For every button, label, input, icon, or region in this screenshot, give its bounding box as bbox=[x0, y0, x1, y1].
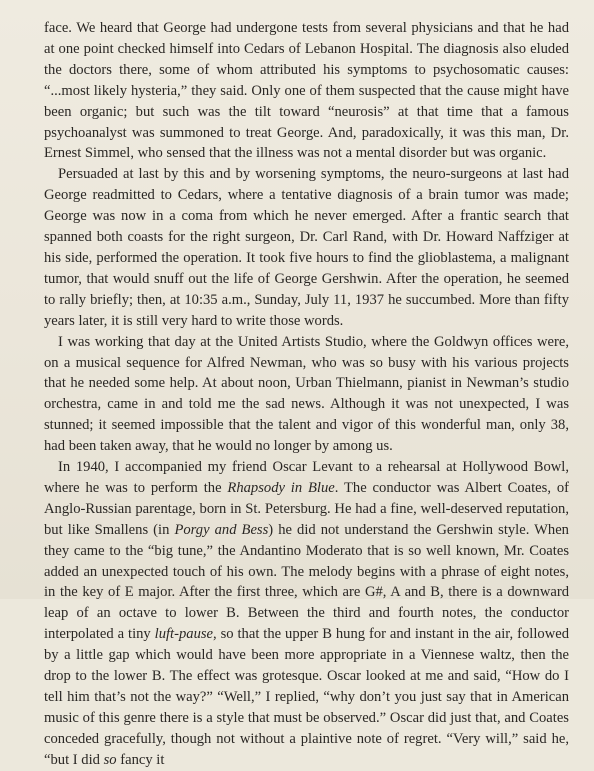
paragraph-4-text-a: In 1940, I accompanied my friend Oscar Levant to a rehearsal at Hollywood Bowl, where he was to perform the bbox=[44, 459, 569, 496]
paragraph-4 bbox=[44, 457, 569, 771]
paragraph-4-text-e: fancy it bbox=[116, 751, 165, 768]
paragraph-3-text: I was working that day at the United Artists Studio, where the Goldwyn offices were, on a musical sequence for Alfred Newman, who was so busy with his various projects that he needed some help. At about noon, Urban Thielmann, pianist in Newman’s studio orchestra, came in and told me the sad news. Although it was not unexpected, I was stunned; it seemed impossible that the talent and vigor of this wonderful man, only 38, had been taken away, that he would no longer by among us. bbox=[44, 333, 569, 455]
term-luft-pause: luft-pause bbox=[154, 626, 214, 643]
paragraph-4-text-b: . The conductor was Albert Coates, of Anglo-Russian parentage, born in St. Petersburg. He had a fine, well-deserved reputation, but like Smallens (in bbox=[44, 479, 569, 538]
paragraph-4-text-c: ) he did not understand the Gershwin style. When they came to the “big tune,” the Andantino Moderato that is so well known, Mr. Coates added an unexpected touch of his own. The melody begins with a phrase of eight notes, in the key of E major. After the first three, which are G#, A and B, there is a downward leap of an octave to lower B. Between the third and fourth notes, the conductor interpolated a tiny bbox=[44, 521, 569, 643]
emphasis-so: so bbox=[103, 751, 117, 768]
paragraph-2-text: Persuaded at last by this and by worsening symptoms, the neuro-surgeons at last had George readmitted to Cedars, where a tentative diagnosis of a brain tumor was made; George was now in a coma from which he never emerged. After a frantic search that spanned both coasts for the right surgeon, Dr. Carl Rand, with Dr. Howard Naffziger at his side, performed the operation. It took five hours to find the glioblastema, a malignant tumor, that would snuff out the life of George Gershwin. After the operation, he seemed to rally briefly; then, at 10:35 a.m., Sunday, July 11, 1937 he succumbed. More than fifty years later, it is still very hard to write those words. bbox=[44, 166, 569, 329]
paragraph-2 bbox=[44, 164, 569, 331]
body-text bbox=[44, 18, 569, 771]
paragraph-4-text-d: , so that the upper B hung for and instant in the air, followed by a little gap which would have been more appropriate in a Viennese waltz, then the drop to the lower B. The effect was grotesque. Oscar looked at me and said, “How do I tell him that’s not the way?” “Well,” I replied, “why don’t you just say that in American music of this genre there is a style that must be observed.” Oscar did just that, and Coates conceded gracefully, though not without a plaintive note of regret. “Very will,” said he, “but I did bbox=[44, 626, 570, 768]
paragraph-1-text: face. We heard that George had undergone tests from several physicians and that he had at one point checked himself into Cedars of Lebanon Hospital. The diagnosis also eluded the doctors there, some of whom attributed his symptoms to psychosomatic causes: “...most likely hysteria,” they said. Only one of them suspected that the cause might have been organic; but such was the tilt toward “neurosis” at that time that a famous psychoanalyst was summoned to treat George. And, paradoxically, it was this man, Dr. Ernest Simmel, who sensed that the illness was not a mental disorder but was organic. bbox=[44, 20, 569, 162]
paragraph-3 bbox=[44, 332, 569, 457]
paragraph-1 bbox=[44, 18, 569, 164]
title-rhapsody-in-blue: Rhapsody in Blue bbox=[227, 479, 335, 496]
title-porgy-and-bess: Porgy and Bess bbox=[174, 521, 269, 538]
